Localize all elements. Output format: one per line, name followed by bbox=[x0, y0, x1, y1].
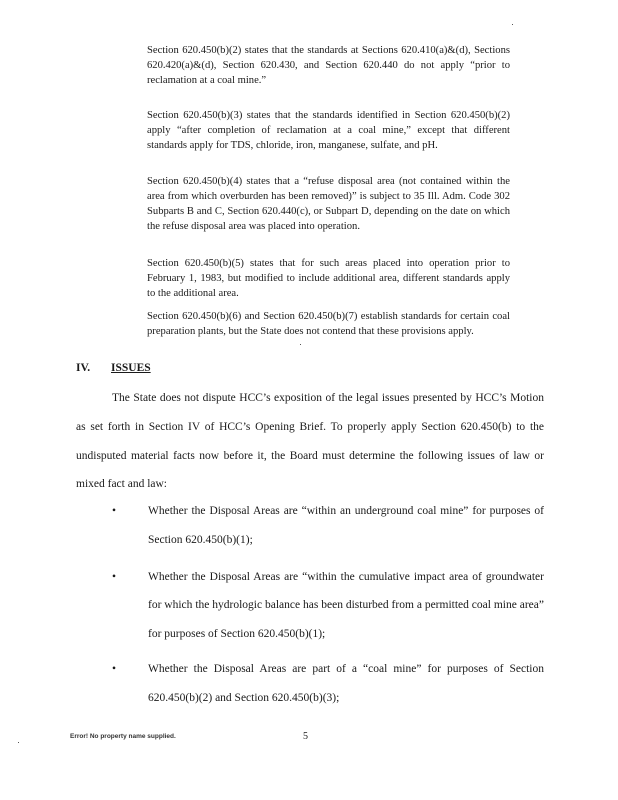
bullet-icon: • bbox=[112, 505, 117, 517]
page-number: 5 bbox=[303, 731, 308, 742]
footer-error-text: Error! No property name supplied. bbox=[70, 733, 176, 740]
list-item-text: Whether the Disposal Areas are “within an underground coal mine” for purposes of Section 620.450(b)(1); bbox=[148, 505, 544, 546]
indented-paragraph-4: Section 620.450(b)(5) states that for such areas placed into operation prior to February 1, 1983, but modified to include additional area, different standards apply to the additional area. bbox=[147, 258, 510, 299]
list-item-text: Whether the Disposal Areas are part of a “coal mine” for purposes of Section 620.450(b)(2) and Section 620.450(b)(3); bbox=[148, 662, 544, 704]
list-item-text: Whether the Disposal Areas are “within the cumulative impact area of groundwater for which the hydrologic balance has been disturbed from a permitted coal mine area” for purposes of Section 620.450(b)(1); bbox=[148, 570, 544, 641]
bullet-icon: • bbox=[112, 570, 117, 583]
scan-speck bbox=[18, 742, 19, 743]
section-heading bbox=[76, 362, 151, 374]
scan-speck bbox=[512, 24, 513, 25]
indented-paragraph-5: Section 620.450(b)(6) and Section 620.450(b)(7) establish standards for certain coal preparation plants, but the State does not contend that these provisions apply. bbox=[147, 311, 510, 337]
indented-paragraph-3: Section 620.450(b)(4) states that a “refuse disposal area (not contained within the area from which overburden has been removed)” is subject to 35 Ill. Adm. Code 302 Subparts B and C, Section 620.440(c), or Subpart D, depending on the date on which the refuse disposal area was placed into operation. bbox=[147, 176, 510, 232]
list-item bbox=[112, 497, 544, 555]
indented-paragraph-2: Section 620.450(b)(3) states that the standards identified in Section 620.450(b)(2) apply “after completion of reclamation at a coal mine,” except that different standards apply for TDS, chloride, iron, manganese, sulfate, and pH. bbox=[147, 110, 510, 151]
section-title: ISSUES bbox=[111, 362, 151, 374]
scan-speck bbox=[300, 344, 301, 345]
body-paragraph: The State does not dispute HCC’s exposition of the legal issues presented by HCC’s Motion as set forth in Section IV of HCC’s Opening Brief. To properly apply Section 620.450(b) to the undisputed material facts now before it, the Board must determine the following issues of law or mixed fact and law: bbox=[76, 392, 544, 491]
list-item bbox=[112, 563, 544, 649]
issues-list bbox=[112, 497, 544, 713]
list-item bbox=[112, 655, 544, 713]
bullet-icon: • bbox=[112, 662, 117, 675]
section-number: IV. bbox=[76, 362, 91, 374]
indented-paragraph-1: Section 620.450(b)(2) states that the standards at Sections 620.410(a)&(d), Sections 620.420(a)&(d), Section 620.430, and Section 620.440 do not apply “prior to reclamation at a coal mine.” bbox=[147, 45, 510, 86]
